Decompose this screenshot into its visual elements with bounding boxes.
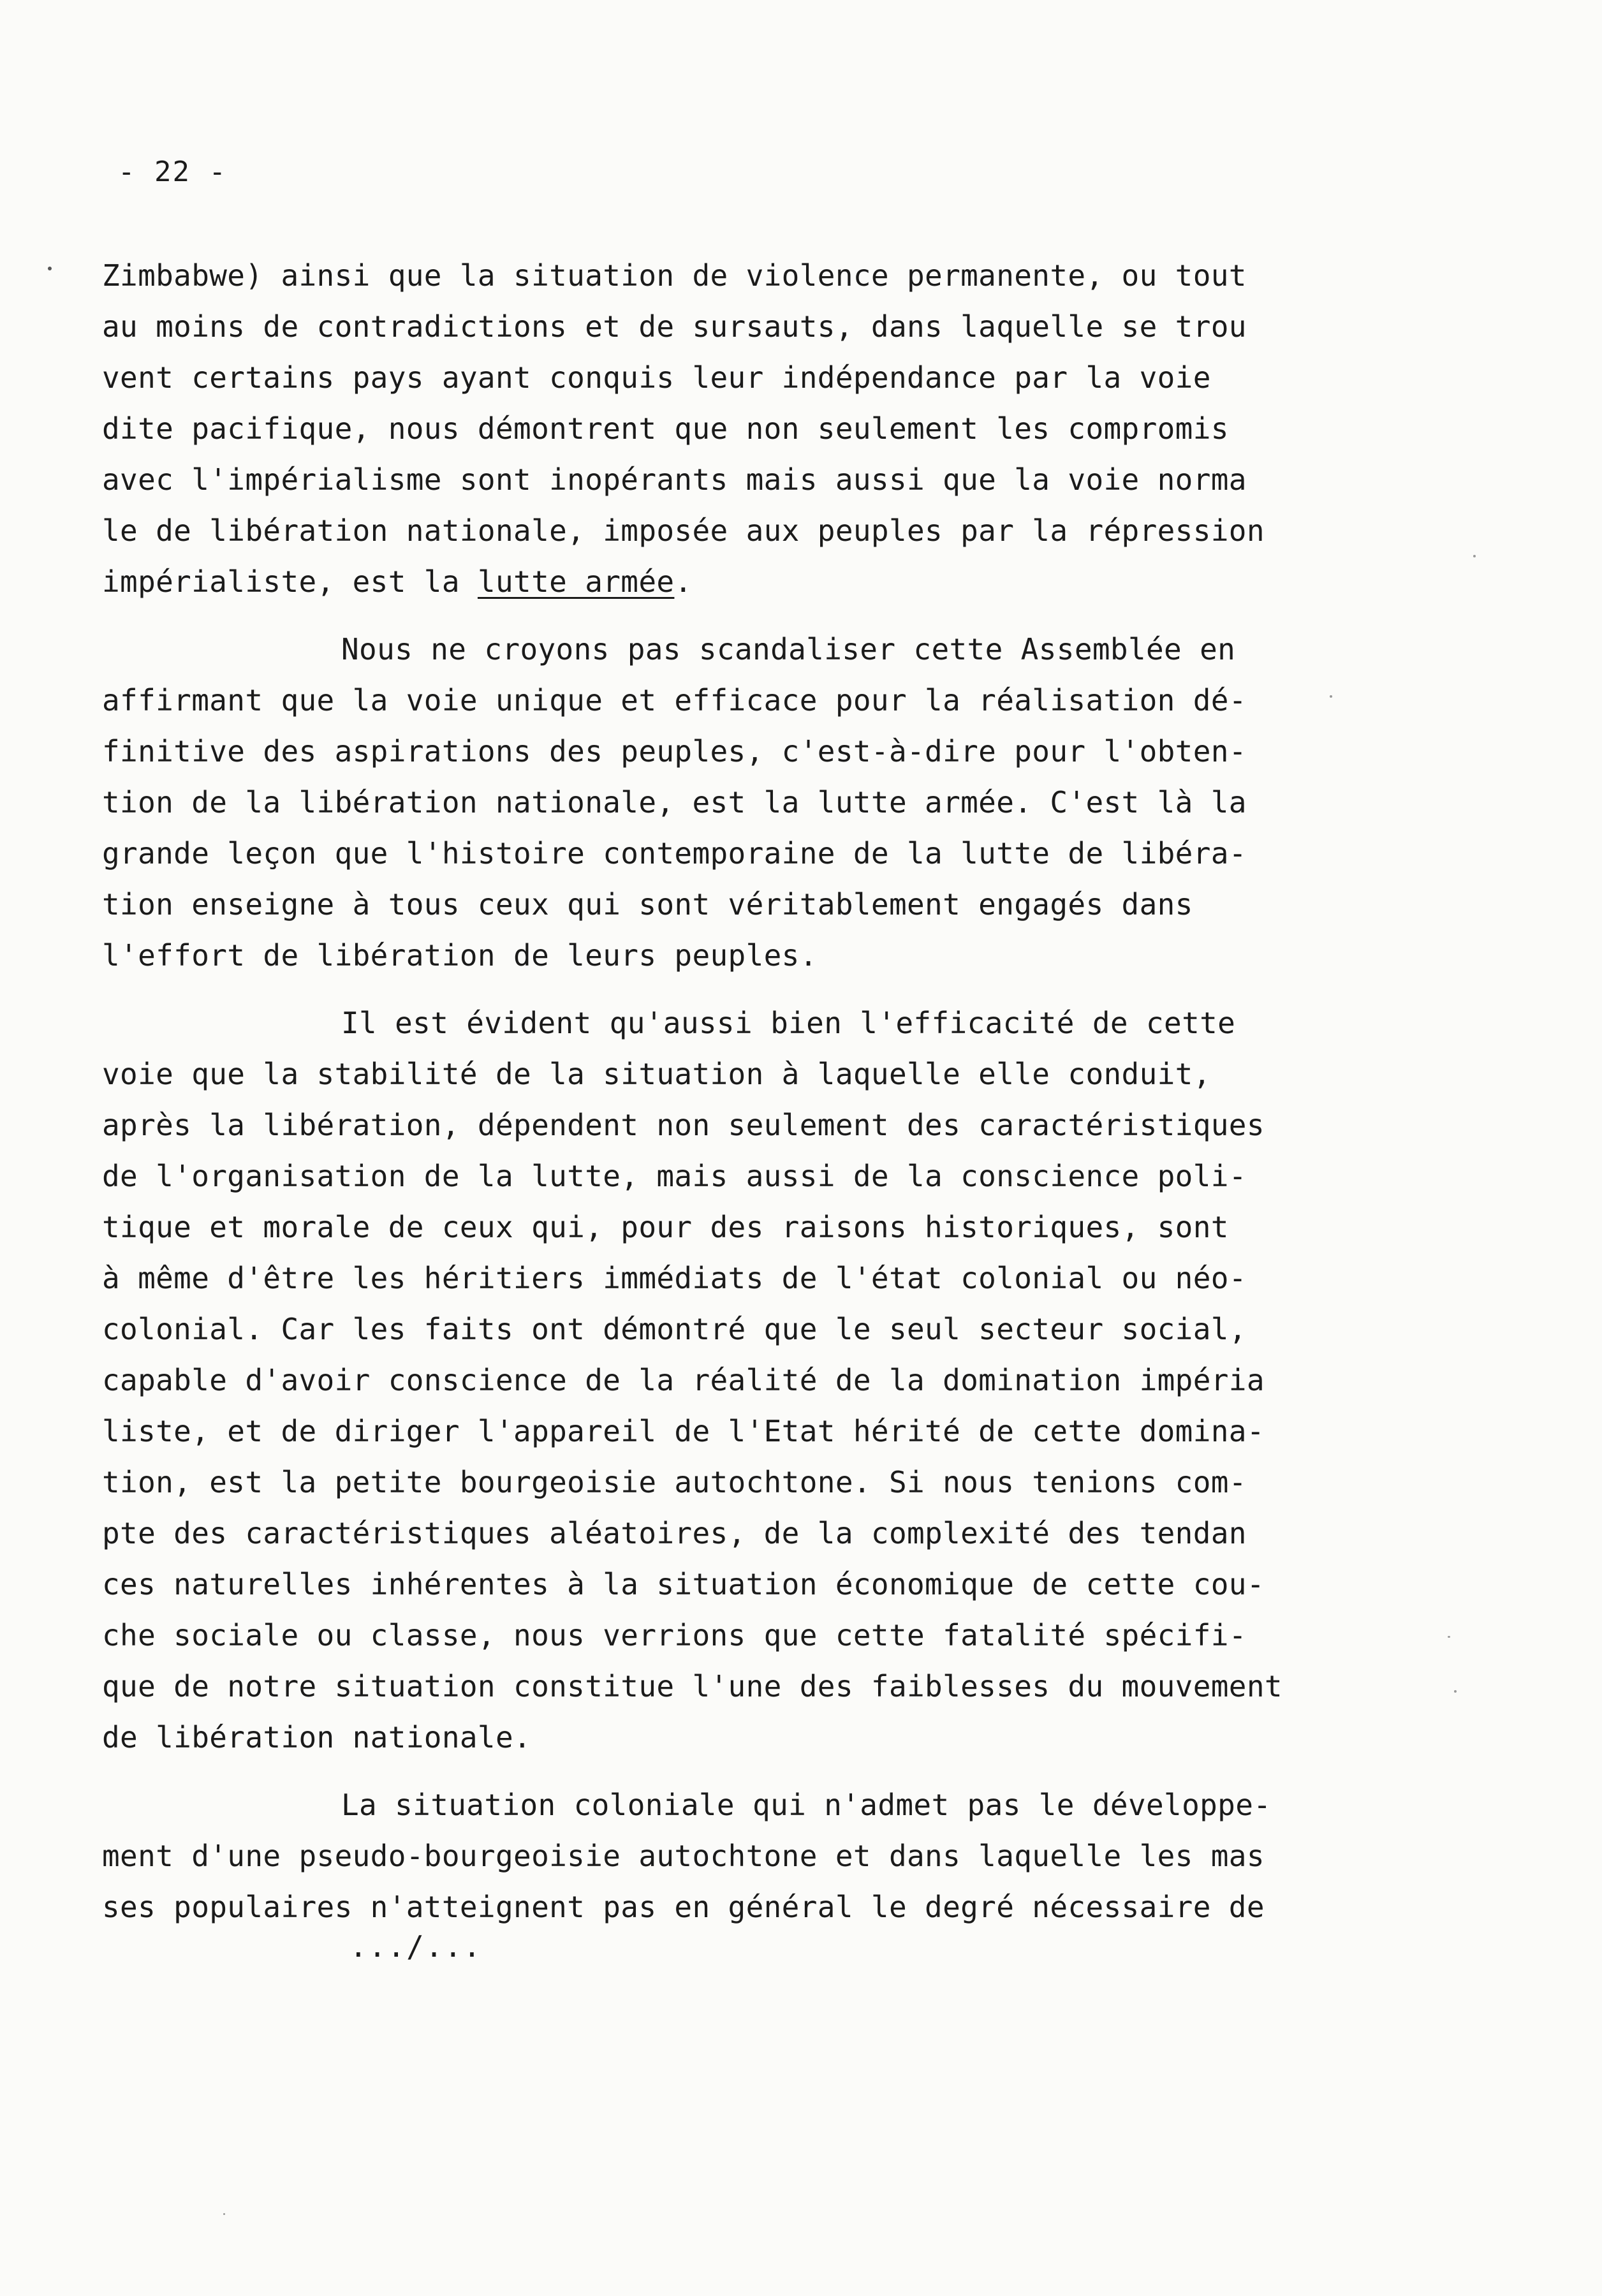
underlined-phrase: lutte armée [477,564,675,599]
text-line: de l'organisation de la lutte, mais aussi de la conscience poli- [102,1159,1247,1193]
text-line: l'effort de libération de leurs peuples. [102,938,818,973]
text-line: vent certains pays ayant conquis leur indépendance par la voie [102,360,1211,395]
scan-speck [1454,1690,1457,1693]
text-line: avec l'impérialisme sont inopérants mais aussi que la voie norma [102,462,1247,497]
text-line: Zimbabwe) ainsi que la situation de violence permanente, ou tout [102,258,1247,293]
page-number: - 22 - [118,156,227,188]
paragraph [102,250,1339,607]
text-line: tion, est la petite bourgeoisie autochtone. Si nous tenions com- [102,1465,1247,1499]
text-line: le de libération nationale, imposée aux peuples par la répression [102,513,1265,548]
text-line: che sociale ou classe, nous verrions que cette fatalité spécifi- [102,1618,1247,1652]
text-line-indented: Nous ne croyons pas scandaliser cette Assemblée en [341,632,1236,666]
text-line: ces naturelles inhérentes à la situation économique de cette cou- [102,1567,1265,1601]
text-line: ment d'une pseudo-bourgeoisie autochtone et dans laquelle les mas [102,1839,1265,1873]
text-line: finitive des aspirations des peuples, c'est-à-dire pour l'obten- [102,734,1247,769]
text-line: grande leçon que l'histoire contemporaine de la lutte de libéra- [102,836,1247,871]
text-line: tion enseigne à tous ceux qui sont véritablement engagés dans [102,887,1193,922]
scan-speck [1330,695,1332,698]
scan-speck [1473,555,1476,557]
paragraph [102,997,1339,1763]
text-line: pte des caractéristiques aléatoires, de la complexité des tendan [102,1516,1247,1550]
text-line: au moins de contradictions et de sursauts, dans laquelle se trou [102,309,1247,344]
scan-speck [223,2213,225,2215]
text-line: tique et morale de ceux qui, pour des raisons historiques, sont [102,1210,1229,1244]
text-line-indented: La situation coloniale qui n'admet pas le développe- [341,1788,1272,1822]
text-line: colonial. Car les faits ont démontré que le seul secteur social, [102,1312,1247,1346]
text-line: à même d'être les héritiers immédiats de l'état colonial ou néo- [102,1261,1247,1295]
text-line: après la libération, dépendent non seulement des caractéristiques [102,1108,1265,1142]
scan-speck [1448,1636,1450,1638]
text-line: affirmant que la voie unique et efficace pour la réalisation dé- [102,683,1247,718]
continuation-mark: .../... [349,1929,482,1964]
body-text [102,250,1339,1932]
text-line: voie que la stabilité de la situation à laquelle elle conduit, [102,1057,1211,1091]
text-line: de libération nationale. [102,1720,532,1755]
margin-dot-mark [48,267,52,270]
text-line: capable d'avoir conscience de la réalité de la domination impéria [102,1363,1265,1397]
text-line: tion de la libération nationale, est la lutte armée. C'est là la [102,785,1247,820]
paragraph [102,624,1339,981]
text-line: liste, et de diriger l'appareil de l'Etat hérité de cette domina- [102,1414,1265,1448]
text-line-indented: Il est évident qu'aussi bien l'efficacité de cette [341,1006,1236,1040]
text-line: que de notre situation constitue l'une des faiblesses du mouvement [102,1669,1282,1704]
text-line-with-underline: impérialiste, est la lutte armée. [102,564,693,599]
paragraph [102,1779,1339,1932]
text-line: dite pacifique, nous démontrent que non seulement les compromis [102,411,1229,446]
text-line: ses populaires n'atteignent pas en général le degré nécessaire de [102,1890,1265,1924]
